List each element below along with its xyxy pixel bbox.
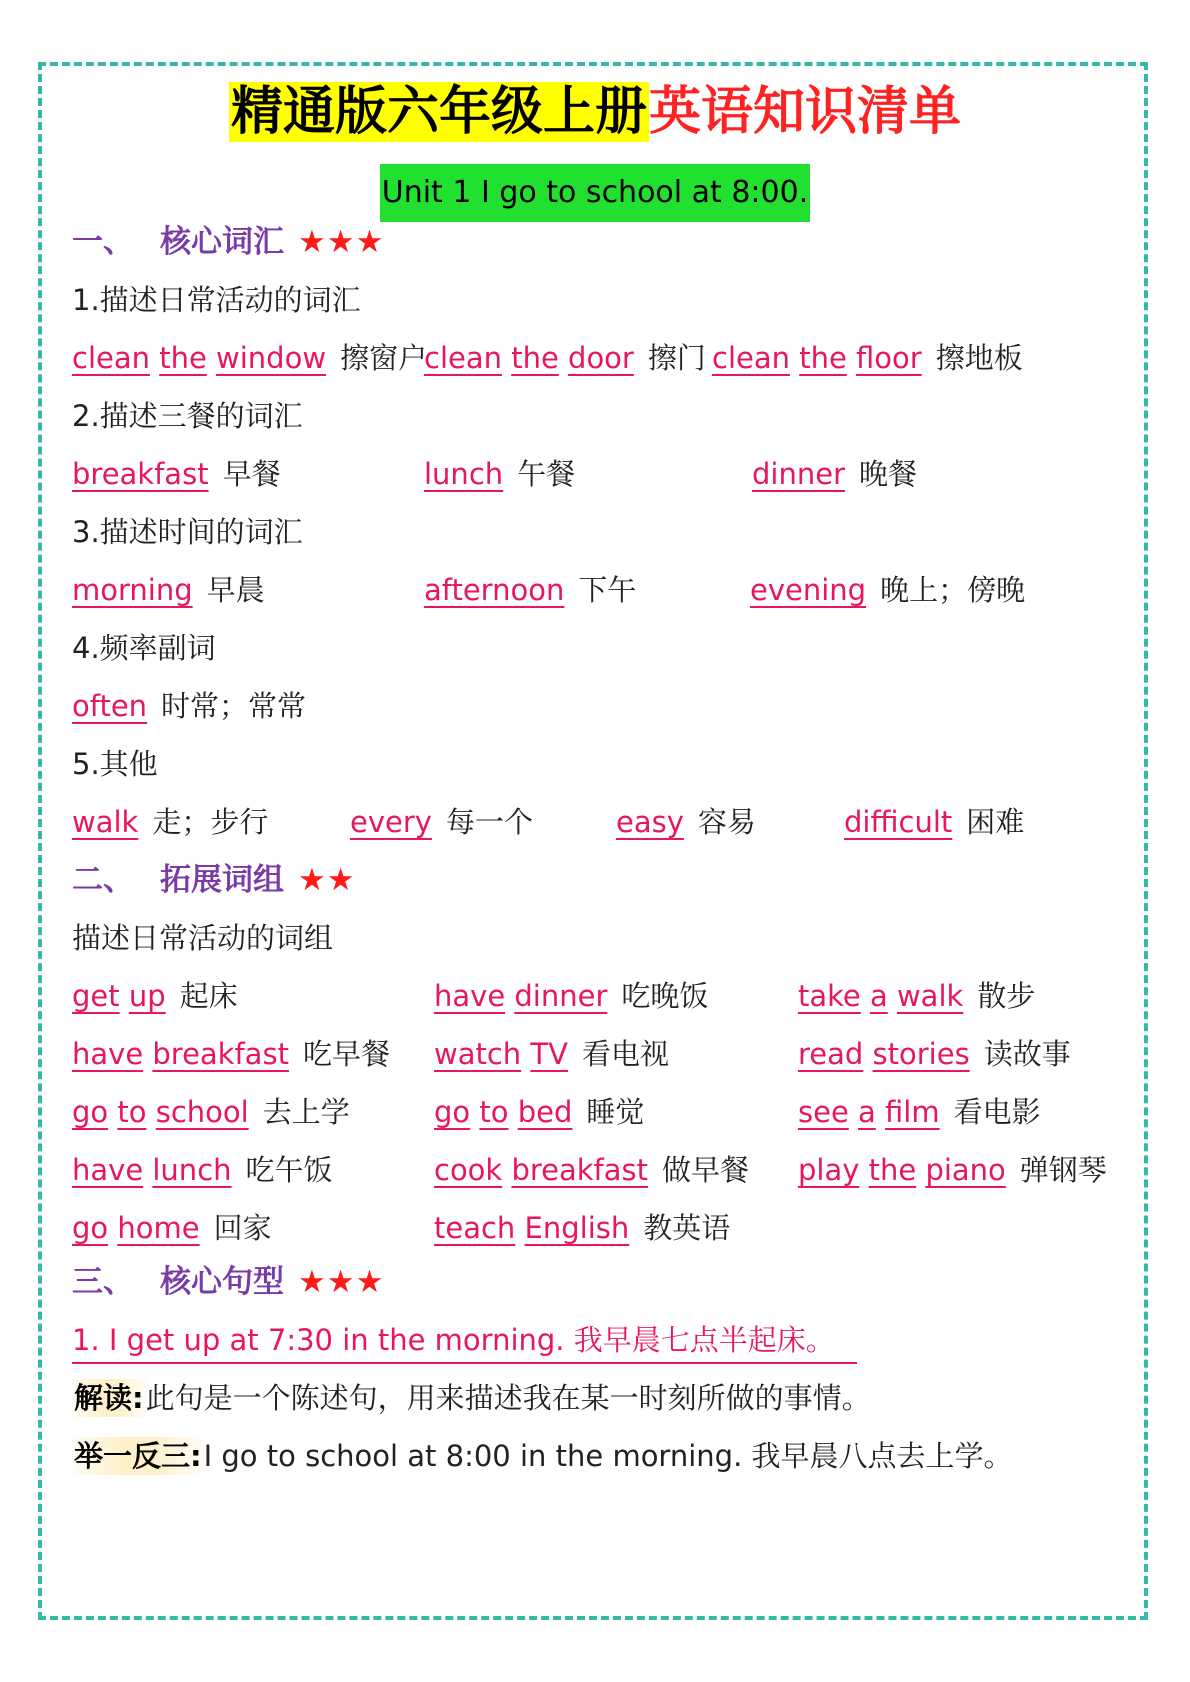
phrase-chinese: 回家 (213, 1211, 272, 1245)
example-row (72, 1430, 1150, 1482)
phrase-english: see a film (798, 1095, 940, 1129)
vocab-english: clean the window (72, 341, 327, 375)
star-rating-icon: ★★★ (298, 1264, 385, 1300)
vocab-chinese: 擦门 (647, 341, 706, 375)
vocab-chinese: 晚餐 (859, 457, 918, 491)
phrase-english: go to bed (434, 1095, 573, 1129)
group-heading: 5.其他 (72, 747, 158, 781)
vocab-english: afternoon (424, 573, 565, 607)
vocab-chinese: 晚上；傍晚 (880, 573, 1026, 607)
phrase-item (434, 970, 708, 1022)
star-rating-icon: ★★ (298, 862, 356, 898)
vocab-english: evening (750, 573, 867, 607)
phrase-item (798, 1028, 1071, 1080)
vocab-english: lunch (424, 457, 504, 491)
section-title: 核心词汇 (160, 224, 284, 260)
vocab-chinese: 容易 (697, 805, 756, 839)
phrase-english: play the piano (798, 1153, 1006, 1187)
explanation-label: 解读: (74, 1381, 144, 1415)
section-title: 核心句型 (160, 1264, 284, 1300)
vocab-item (424, 332, 706, 384)
explanation-row (72, 1372, 1150, 1424)
phrase-item (72, 1086, 350, 1138)
vocab-row (72, 332, 1150, 384)
vocab-chinese: 擦地板 (935, 341, 1023, 375)
phrase-item (798, 1144, 1107, 1196)
vocab-row (72, 448, 1150, 500)
example-text: I go to school at 8:00 in the morning. 我早晨八点去上学。 (203, 1439, 1013, 1473)
vocab-item (750, 564, 1025, 616)
vocab-item (616, 796, 756, 848)
phrase-english: have dinner (434, 979, 608, 1013)
group-heading: 2.描述三餐的词汇 (72, 399, 303, 433)
unit-subtitle: Unit 1 I go to school at 8:00. (380, 164, 811, 222)
section-number: 三、 (72, 1264, 134, 1300)
phrase-item (434, 1144, 749, 1196)
phrase-english: watch TV (434, 1037, 568, 1071)
vocab-item (72, 448, 281, 500)
vocab-item (350, 796, 533, 848)
phrase-chinese: 吃晚饭 (621, 979, 709, 1013)
phrase-english: take a walk (798, 979, 964, 1013)
vocab-chinese: 困难 (966, 805, 1025, 839)
vocab-chinese: 时常；常常 (161, 689, 307, 723)
vocab-row (72, 680, 1150, 732)
vocab-english: clean the door (424, 341, 634, 375)
phrase-item (434, 1028, 669, 1080)
vocab-item (424, 448, 575, 500)
example-label: 举一反三: (74, 1439, 202, 1473)
key-sentence: 1. I get up at 7:30 in the morning. 我早晨七点半起床。 (72, 1318, 857, 1364)
vocab-chinese: 走；步行 (152, 805, 269, 839)
phrase-english: teach English (434, 1211, 630, 1245)
phrase-chinese: 散步 (977, 979, 1036, 1013)
group-heading: 1.描述日常活动的词汇 (72, 283, 361, 317)
group-heading: 3.描述时间的词汇 (72, 515, 303, 549)
vocab-item (72, 332, 427, 384)
phrase-chinese: 睡觉 (586, 1095, 645, 1129)
phrase-item (798, 970, 1035, 1022)
section-heading-sentences (72, 1256, 1150, 1308)
phrase-row (72, 1086, 1150, 1138)
vocab-english: dinner (752, 457, 845, 491)
vocab-item (844, 796, 1024, 848)
vocab-item (72, 680, 306, 732)
phrase-chinese: 读故事 (983, 1037, 1071, 1071)
phrase-chinese: 看电影 (953, 1095, 1041, 1129)
phrase-english: read stories (798, 1037, 970, 1071)
section-heading-core-vocab (72, 216, 1150, 268)
phrase-item (72, 1028, 390, 1080)
vocab-item (712, 332, 1023, 384)
phrase-chinese: 吃午饭 (245, 1153, 333, 1187)
phrase-english: go home (72, 1211, 200, 1245)
phrase-item (72, 1144, 333, 1196)
vocab-item (424, 564, 636, 616)
group-heading: 4.频率副词 (72, 631, 216, 665)
phrase-english: have lunch (72, 1153, 232, 1187)
group-heading: 描述日常活动的词组 (72, 921, 334, 955)
title-highlight: 精通版六年级上册 (230, 82, 647, 142)
vocab-english: clean the floor (712, 341, 922, 375)
vocab-chinese: 午餐 (517, 457, 576, 491)
phrase-item (798, 1086, 1041, 1138)
phrase-english: go to school (72, 1095, 249, 1129)
phrase-chinese: 看电视 (581, 1037, 669, 1071)
phrase-item (434, 1086, 644, 1138)
vocab-english: often (72, 689, 148, 723)
phrase-row (72, 1202, 1150, 1254)
vocab-english: breakfast (72, 457, 209, 491)
phrase-row (72, 1144, 1150, 1196)
section-title: 拓展词组 (160, 862, 284, 898)
vocab-row (72, 796, 1150, 848)
vocab-chinese: 下午 (578, 573, 637, 607)
phrase-row (72, 970, 1150, 1022)
title-red: 英语知识清单 (649, 82, 962, 142)
phrase-item (72, 970, 238, 1022)
phrase-chinese: 弹钢琴 (1019, 1153, 1107, 1187)
vocab-english: every (350, 805, 432, 839)
section-number: 一、 (72, 224, 134, 260)
vocab-english: difficult (844, 805, 953, 839)
section-number: 二、 (72, 862, 134, 898)
phrase-chinese: 起床 (179, 979, 238, 1013)
phrase-item (434, 1202, 730, 1254)
phrase-english: have breakfast (72, 1037, 289, 1071)
vocab-chinese: 擦窗户 (340, 341, 428, 375)
phrase-item (72, 1202, 272, 1254)
vocab-item (72, 796, 268, 848)
star-rating-icon: ★★★ (298, 224, 385, 260)
vocab-chinese: 每一个 (445, 805, 533, 839)
page-title (0, 70, 1190, 154)
key-sentence-row (72, 1314, 1150, 1366)
phrase-english: cook breakfast (434, 1153, 649, 1187)
vocab-chinese: 早晨 (206, 573, 265, 607)
explanation-text: 此句是一个陈述句，用来描述我在某一时刻所做的事情。 (145, 1381, 871, 1415)
vocab-item (752, 448, 917, 500)
vocab-english: walk (72, 805, 139, 839)
vocab-english: easy (616, 805, 684, 839)
phrase-chinese: 去上学 (262, 1095, 350, 1129)
phrase-english: get up (72, 979, 166, 1013)
phrase-row (72, 1028, 1150, 1080)
vocab-english: morning (72, 573, 193, 607)
phrase-chinese: 做早餐 (662, 1153, 750, 1187)
vocab-item (72, 564, 265, 616)
vocab-chinese: 早餐 (222, 457, 281, 491)
section-heading-phrases (72, 854, 1150, 906)
phrase-chinese: 吃早餐 (302, 1037, 390, 1071)
phrase-chinese: 教英语 (643, 1211, 731, 1245)
vocab-row (72, 564, 1150, 616)
